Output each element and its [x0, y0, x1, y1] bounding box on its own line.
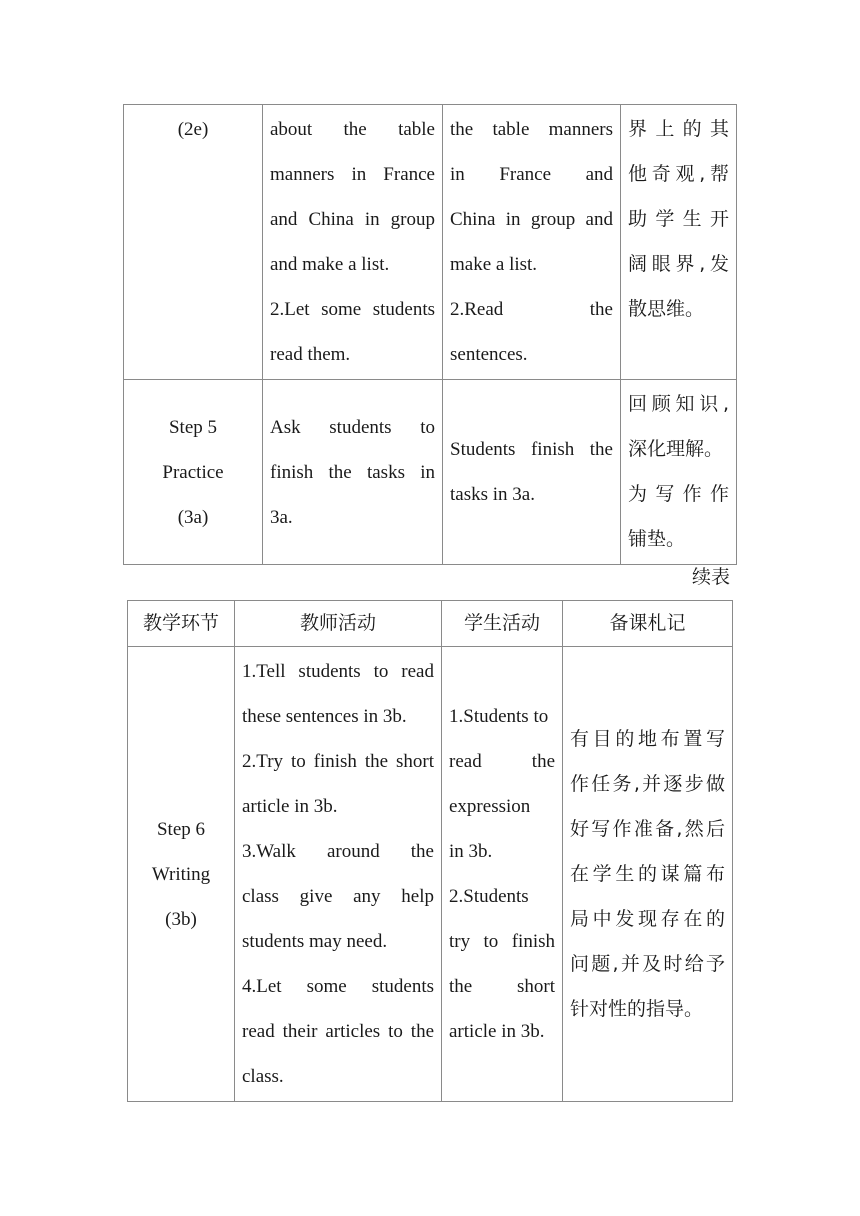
text-line: 深化理解。: [628, 438, 724, 460]
text-line: read them.: [270, 344, 351, 365]
notes-cell: [563, 647, 733, 1102]
text-line: 1.Tell students to read: [242, 661, 434, 682]
text-line: 阔眼界,发: [628, 253, 729, 275]
table-row: [124, 105, 737, 380]
text-line: 4.Let some students: [242, 976, 434, 997]
header-step: 教学环节: [128, 601, 235, 647]
text-line: 局中发现存在的: [570, 907, 725, 930]
text-line: 2.Students: [449, 886, 529, 907]
text-line: class give any help: [242, 886, 434, 907]
student-activity-cell: [442, 647, 563, 1102]
text-line: 有目的地布置写: [570, 727, 725, 750]
text-line: 3.Walk around the: [242, 841, 434, 862]
text-line: about the table: [270, 119, 435, 140]
text-line: 界上的其: [628, 118, 729, 140]
text-line: the table manners: [450, 119, 613, 140]
text-line: 1.Students to: [449, 706, 549, 727]
text-line: 作任务,并逐步做: [570, 772, 725, 795]
text-line: 问题,并及时给予: [570, 952, 725, 975]
text-line: and make a list.: [270, 254, 390, 275]
step-cell: [128, 647, 235, 1102]
step-cell: [124, 105, 263, 380]
step-label: (3b): [165, 908, 197, 930]
text-line: Ask students to: [270, 416, 435, 438]
lesson-table-continued: [127, 600, 733, 1102]
text-line: 回顾知识,: [628, 393, 729, 415]
teacher-activity-cell: [235, 647, 442, 1102]
continued-label: 续表: [691, 566, 730, 588]
table-row: [124, 380, 737, 565]
step-label: (2e): [177, 119, 209, 140]
text-line: tasks in 3a.: [450, 484, 535, 505]
text-line: try to finish: [449, 931, 555, 952]
text-line: 2.Read the: [450, 299, 613, 320]
lesson-table-top: [123, 104, 737, 565]
text-line: the short: [449, 976, 555, 997]
text-line: 为写作作: [628, 483, 729, 505]
text-line: students may need.: [242, 931, 388, 952]
text-line: 散思维。: [628, 298, 705, 320]
text-line: manners in France: [270, 164, 435, 185]
text-line: Students finish the: [450, 439, 613, 460]
text-line: article in 3b.: [449, 1021, 545, 1042]
teacher-activity-cell: [263, 105, 443, 380]
step-label: Writing: [151, 863, 211, 885]
notes-cell: [621, 105, 737, 380]
text-line: 他奇观,帮: [628, 163, 729, 185]
text-line: sentences.: [450, 344, 528, 365]
text-line: these sentences in 3b.: [242, 706, 407, 727]
text-line: 在学生的谋篇布: [570, 862, 725, 885]
text-line: China in group and: [450, 209, 613, 230]
text-line: in France and: [450, 164, 613, 185]
text-line: 助学生开: [628, 208, 729, 230]
text-line: make a list.: [450, 254, 538, 275]
text-line: 针对性的指导。: [570, 997, 704, 1020]
text-line: 铺垫。: [628, 528, 686, 550]
text-line: class.: [242, 1066, 284, 1087]
text-line: and China in group: [270, 209, 435, 230]
step-label: (3a): [177, 506, 209, 528]
header-student-activity: 学生活动: [442, 601, 563, 647]
teacher-activity-cell: [263, 380, 443, 565]
text-line: finish the tasks in: [270, 461, 435, 483]
student-activity-cell: [443, 105, 621, 380]
table-row: [128, 647, 733, 1102]
text-line: expression: [449, 796, 531, 817]
step-cell: [124, 380, 263, 565]
text-line: read their articles to the: [242, 1021, 434, 1042]
text-line: in 3b.: [449, 841, 493, 862]
text-line: 2.Try to finish the short: [242, 751, 434, 772]
step-label: Step 5: [168, 416, 218, 438]
step-label: Step 6: [156, 818, 206, 840]
student-activity-cell: [443, 380, 621, 565]
text-line: article in 3b.: [242, 796, 338, 817]
text-line: 2.Let some students: [270, 299, 435, 320]
header-teacher-activity: 教师活动: [235, 601, 442, 647]
notes-cell: [621, 380, 737, 565]
text-line: 3a.: [270, 506, 293, 528]
table-header-row: [128, 601, 733, 647]
header-notes: 备课札记: [563, 601, 733, 647]
text-line: 好写作准备,然后: [570, 817, 725, 840]
text-line: read the: [449, 751, 555, 772]
step-label: Practice: [162, 461, 224, 483]
